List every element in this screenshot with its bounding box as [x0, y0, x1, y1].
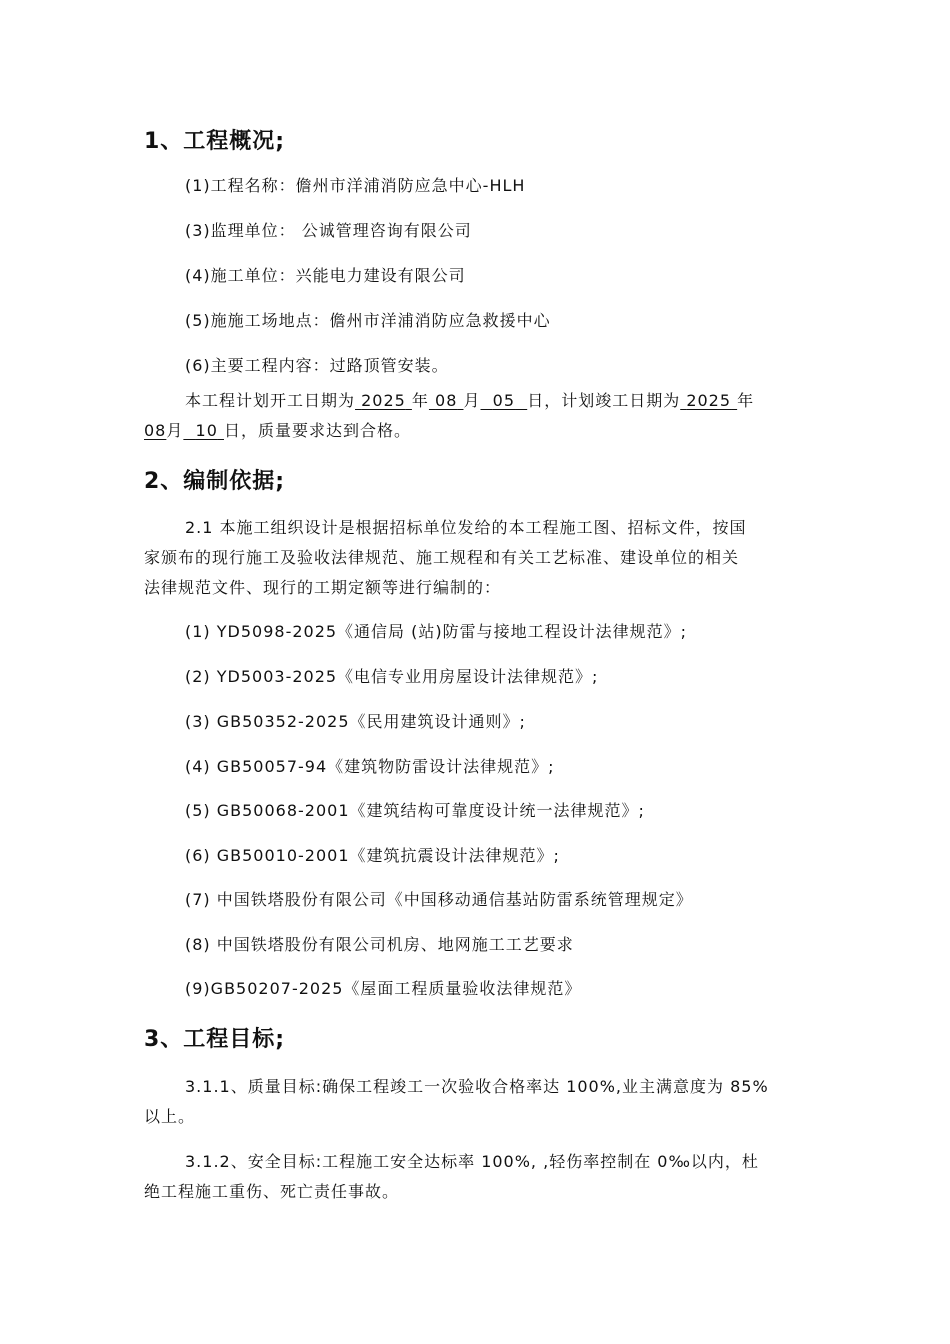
year-char: 年	[737, 391, 755, 410]
standard-item: (9)GB50207-2025《屋面工程质量验收法律规范》	[185, 979, 582, 998]
section-heading-goals: 3、工程目标;	[144, 1027, 286, 1052]
standard-item: (2) YD5003-2025《电信专业用房屋设计法律规范》;	[185, 667, 599, 686]
quality-goal-line-2: 以上。	[144, 1107, 196, 1126]
start-day: 05	[492, 391, 516, 410]
standard-item: (6) GB50010-2001《建筑抗震设计法律规范》;	[185, 846, 560, 865]
completion-text: 日，计划竣工日期为	[527, 391, 681, 410]
end-year: 2025	[686, 391, 732, 410]
quality-requirement: 日，质量要求达到合格。	[224, 421, 412, 440]
month-char: 月	[463, 391, 481, 410]
standard-item: (1) YD5098-2025《通信局 (站)防雷与接地工程设计法律规范》;	[185, 622, 688, 641]
section-heading-basis: 2、编制依据;	[144, 469, 286, 494]
standard-item: (4) GB50057-94《建筑物防雷设计法律规范》;	[185, 757, 555, 776]
project-name-item: (1)工程名称：儋州市洋浦消防应急中心-HLH	[185, 176, 526, 195]
site-location-item: (5)施施工场地点：儋州市洋浦消防应急救援中心	[185, 311, 551, 330]
schedule-prefix: 本工程计划开工日期为	[185, 391, 356, 410]
standard-item: (7) 中国铁塔股份有限公司《中国移动通信基站防雷系统管理规定》	[185, 890, 693, 909]
schedule-line-2	[144, 418, 411, 441]
standard-item: (3) GB50352-2025《民用建筑设计通则》;	[185, 712, 526, 731]
basis-intro-line-3: 法律规范文件、现行的工期定额等进行编制的：	[144, 578, 502, 597]
start-month: 08	[435, 391, 458, 410]
quality-goal-line-1: 3.1.1、质量目标:确保工程竣工一次验收合格率达 100%,业主满意度为 85%	[185, 1077, 769, 1096]
basis-intro-line-2: 家颁布的现行施工及验收法律规范、施工规程和有关工艺标准、建设单位的相关	[144, 548, 740, 567]
year-char: 年	[411, 391, 429, 410]
section-heading-overview: 1、工程概况;	[144, 129, 286, 154]
start-year: 2025	[361, 391, 406, 410]
main-content-item: (6)主要工程内容：过路顶管安装。	[185, 356, 449, 375]
standard-item: (5) GB50068-2001《建筑结构可靠度设计统一法律规范》;	[185, 801, 645, 820]
contractor-item: (4)施工单位：兴能电力建设有限公司	[185, 266, 466, 285]
safety-goal-line-2: 绝工程施工重伤、死亡责任事故。	[144, 1182, 400, 1201]
safety-goal-line-1: 3.1.2、安全目标:工程施工安全达标率 100%, ,轻伤率控制在 0‰以内，杜	[185, 1152, 759, 1171]
end-month: 08	[144, 421, 167, 440]
end-day: 10	[195, 421, 218, 440]
month-char: 月	[166, 421, 184, 440]
basis-intro-line-1: 2.1 本施工组织设计是根据招标单位发给的本工程施工图、招标文件，按国	[185, 518, 747, 537]
schedule-line-1	[185, 388, 754, 411]
supervisor-item: (3)监理单位： 公诚管理咨询有限公司	[185, 221, 472, 240]
standard-item: (8) 中国铁塔股份有限公司机房、地网施工工艺要求	[185, 935, 574, 954]
